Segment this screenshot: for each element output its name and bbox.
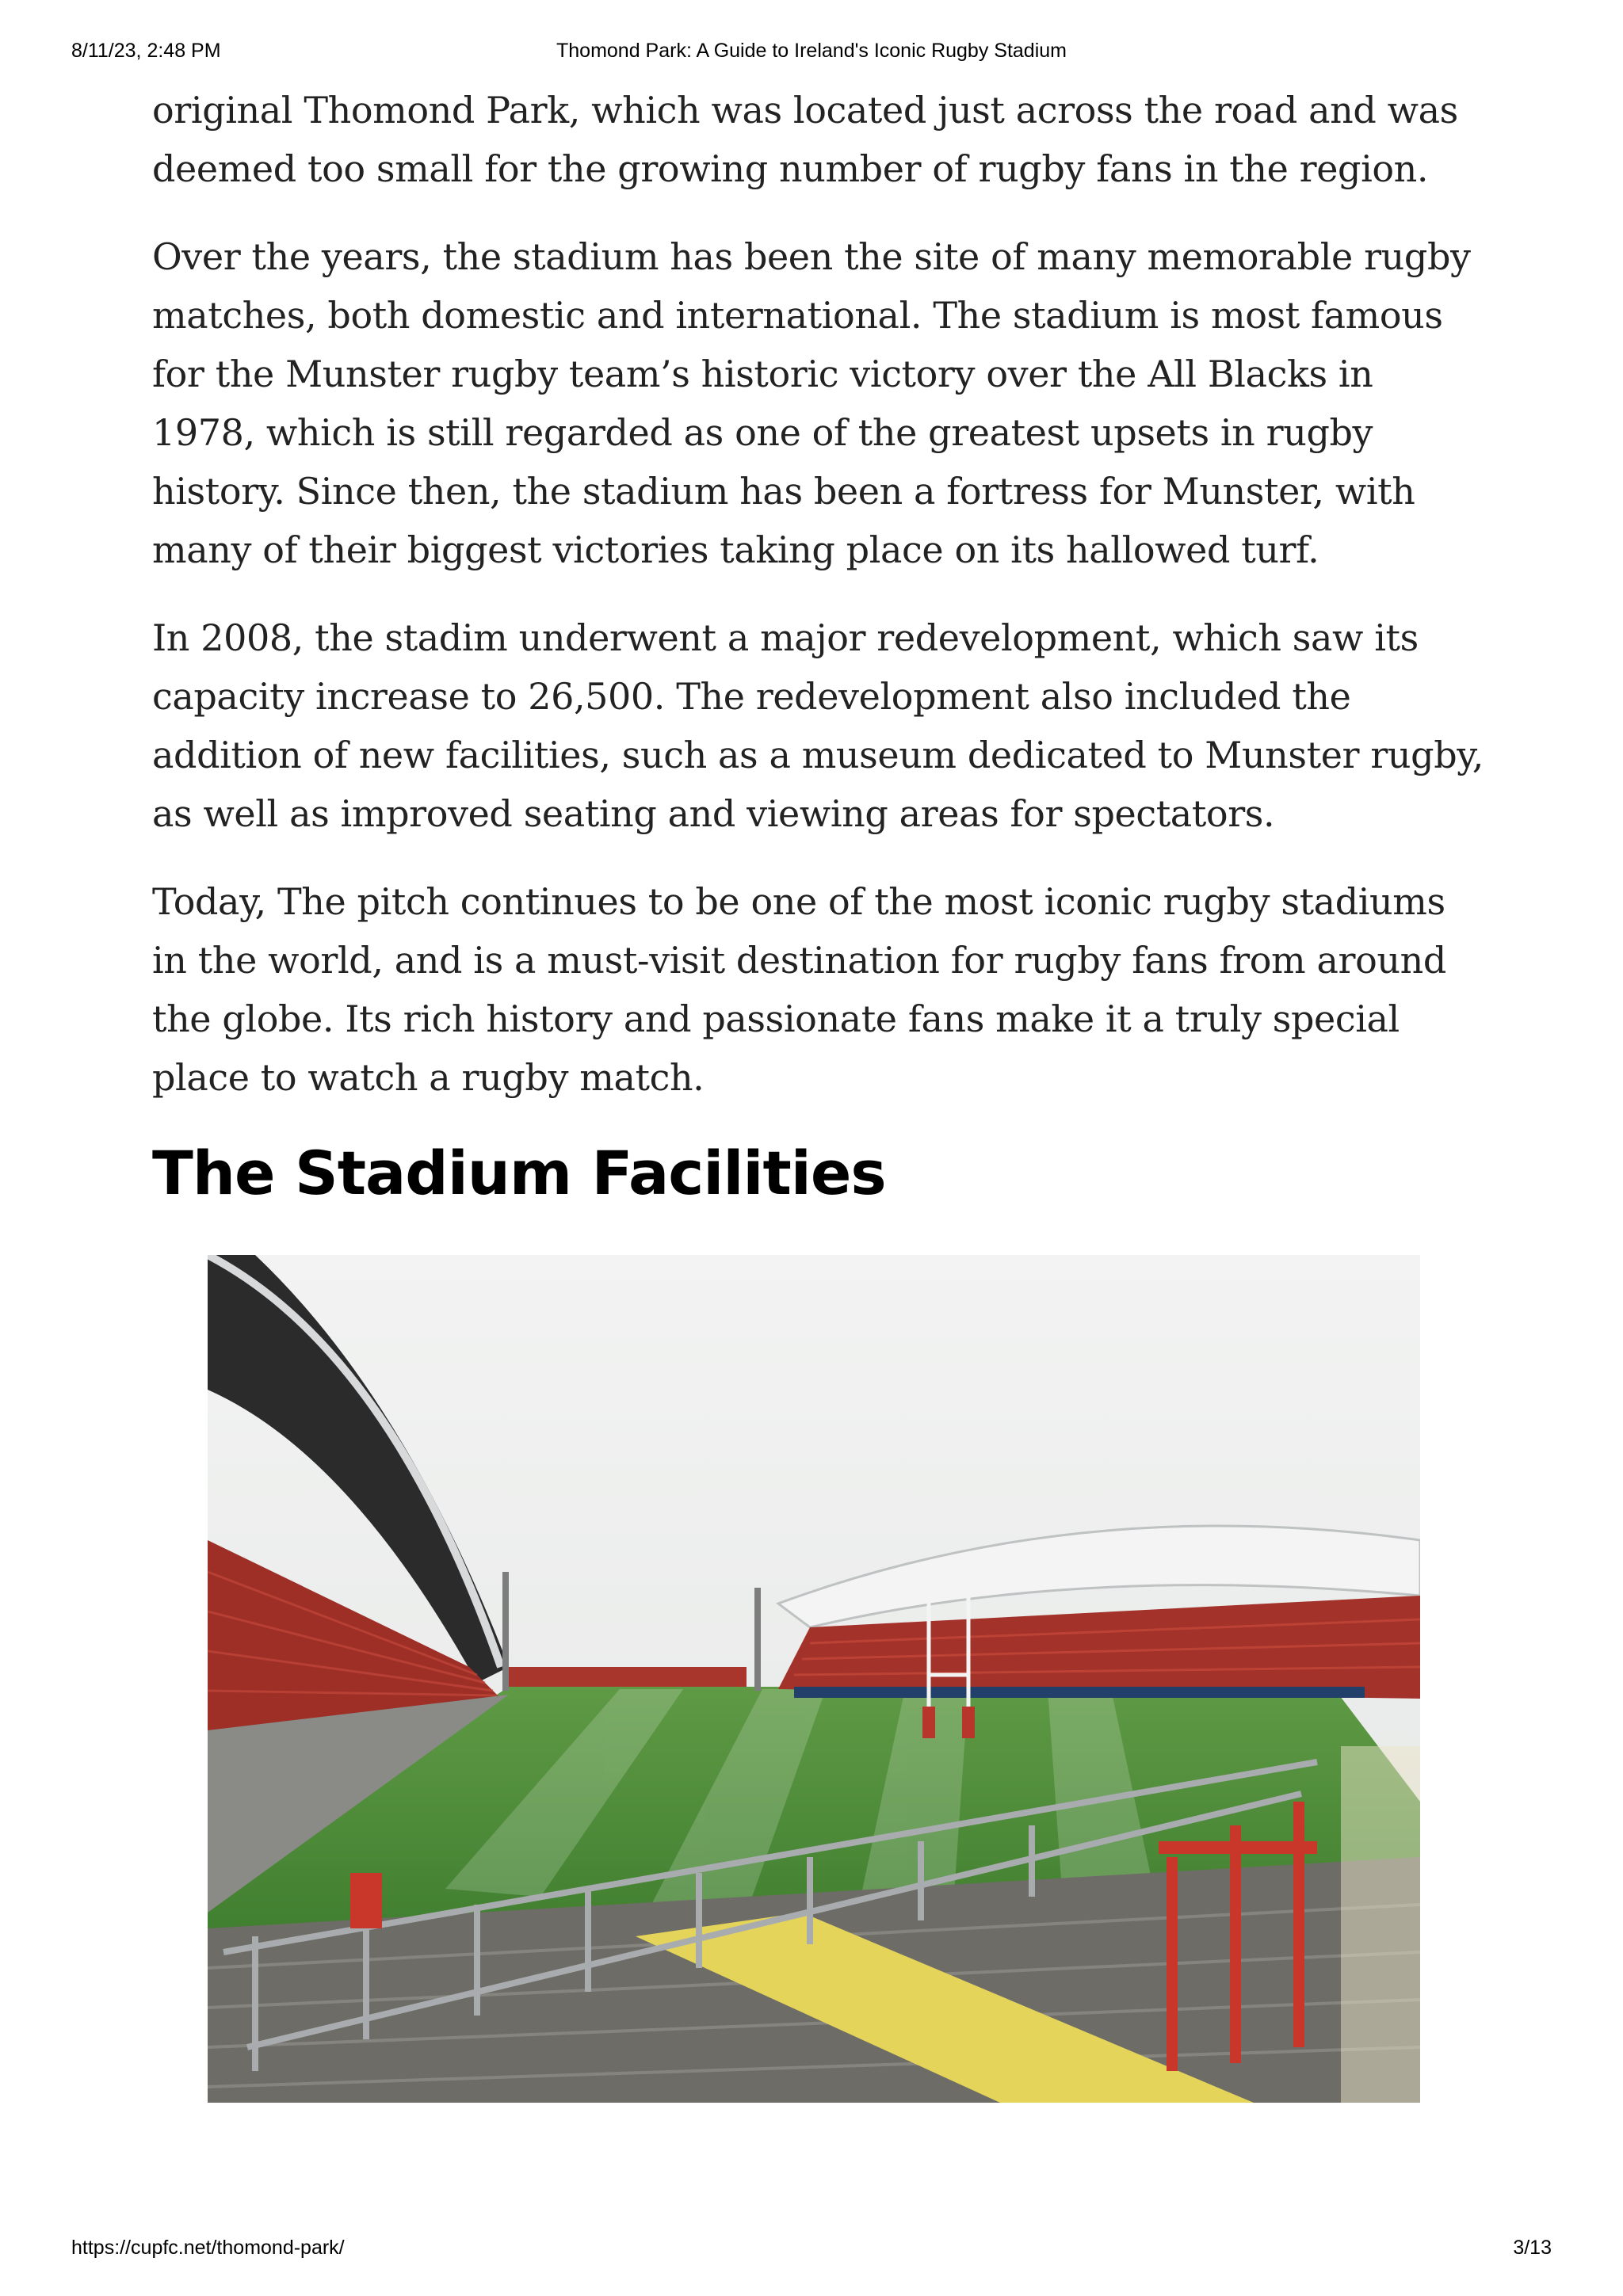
page-url: https://cupfc.net/thomond-park/ xyxy=(71,2237,345,2259)
paragraph-history-intro: original Thomond Park, which was located just across the road and was deemed too small for the growing number of rugby fans in the region. xyxy=(152,89,1458,190)
print-datetime: 8/11/23, 2:48 PM xyxy=(71,40,221,62)
far-stand xyxy=(509,1667,747,1689)
paragraph-today: Today, The pitch continues to be one of the most iconic rugby stadiums in the world, and is a must-visit destination for rugby fans from around the globe. Its rich history and passionate fans make it a truly special place to watch a rugby match. xyxy=(152,880,1446,1099)
paragraph-memorable-matches: Over the years, the stadium has been the site of many memorable rugby matches, both domestic and international. The stadium is most famous for the Munster rugby team’s historic victory over the All Blacks in 1978, which is still regarded as one of the greatest upsets in rugby history. Since then, the stadium has been a fortress for Munster, with many of their biggest victories taking place on its hallowed turf. xyxy=(152,235,1471,571)
print-header xyxy=(0,0,1623,62)
print-doc-title: Thomond Park: A Guide to Ireland's Iconic Rugby Stadium xyxy=(556,40,1067,62)
page-number: 3/13 xyxy=(1513,2237,1552,2259)
paragraph-redevelopment: In 2008, the stadim underwent a major redevelopment, which saw its capacity increase to 26,500. The redevelopment also included the addition of new facilities, such as a museum dedicated to Munster rugby, as well as improved seating and viewing areas for spectators. xyxy=(152,616,1484,835)
section-heading: The Stadium Facilities xyxy=(152,1138,886,1208)
advertising-board xyxy=(794,1687,1365,1698)
stadium-photo xyxy=(208,1255,1420,2103)
stadium-illustration xyxy=(208,1255,1420,2103)
article-body xyxy=(152,81,1484,1136)
